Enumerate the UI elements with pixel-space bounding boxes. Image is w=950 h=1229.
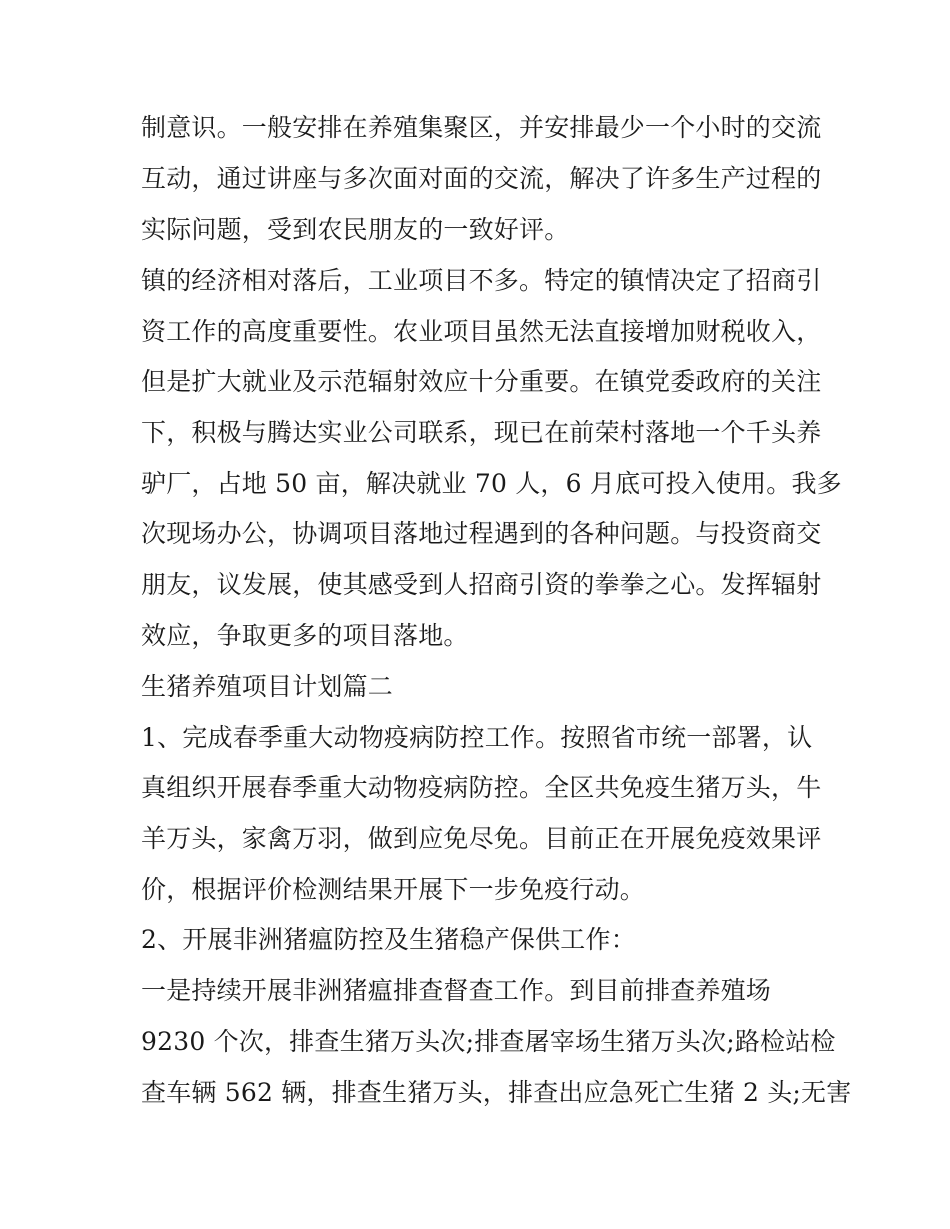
paragraph-line: 互动，通过讲座与多次面对面的交流，解决了许多生产过程的	[141, 164, 822, 193]
paragraph-line: 但是扩大就业及示范辐射效应十分重要。在镇党委政府的关注	[141, 367, 822, 396]
paragraph-line: 驴厂，占地 50 亩，解决就业 70 人，6 月底可投入使用。我多	[141, 469, 842, 498]
list-item-line: 2、开展非洲猪瘟防控及生猪稳产保供工作：	[141, 925, 636, 954]
paragraph-line: 次现场办公，协调项目落地过程遇到的各种问题。与投资商交	[141, 519, 822, 548]
paragraph-line: 9230 个次，排查生猪万头次;排查屠宰场生猪万头次;路检站检	[141, 1027, 836, 1056]
paragraph-line: 效应，争取更多的项目落地。	[141, 621, 469, 650]
paragraph-line: 真组织开展春季重大动物疫病防控。全区共免疫生猪万头，牛	[141, 773, 822, 802]
paragraph-line: 资工作的高度重要性。农业项目虽然无法直接增加财税收入，	[141, 317, 822, 346]
paragraph-line: 实际问题，受到农民朋友的一致好评。	[141, 215, 570, 244]
paragraph-line: 羊万头，家禽万羽，做到应免尽免。目前正在开展免疫效果评	[141, 824, 822, 853]
section-heading: 生猪养殖项目计划篇二	[141, 672, 394, 701]
paragraph-line: 朋友，议发展，使其感受到人招商引资的拳拳之心。发挥辐射	[141, 570, 822, 599]
paragraph-line: 一是持续开展非洲猪瘟排查督查工作。到目前排查养殖场	[141, 976, 772, 1005]
paragraph-line: 价，根据评价检测结果开展下一步免疫行动。	[141, 875, 646, 904]
paragraph-line: 制意识。一般安排在养殖集聚区，并安排最少一个小时的交流	[141, 113, 822, 142]
paragraph-line: 下，积极与腾达实业公司联系，现已在前荣村落地一个千头养	[141, 418, 822, 447]
list-item-line: 1、完成春季重大动物疫病防控工作。按照省市统一部署，认	[141, 723, 813, 752]
paragraph-line: 查车辆 562 辆，排查生猪万头，排查出应急死亡生猪 2 头;无害	[141, 1078, 852, 1107]
paragraph-line: 镇的经济相对落后，工业项目不多。特定的镇情决定了招商引	[141, 266, 822, 295]
